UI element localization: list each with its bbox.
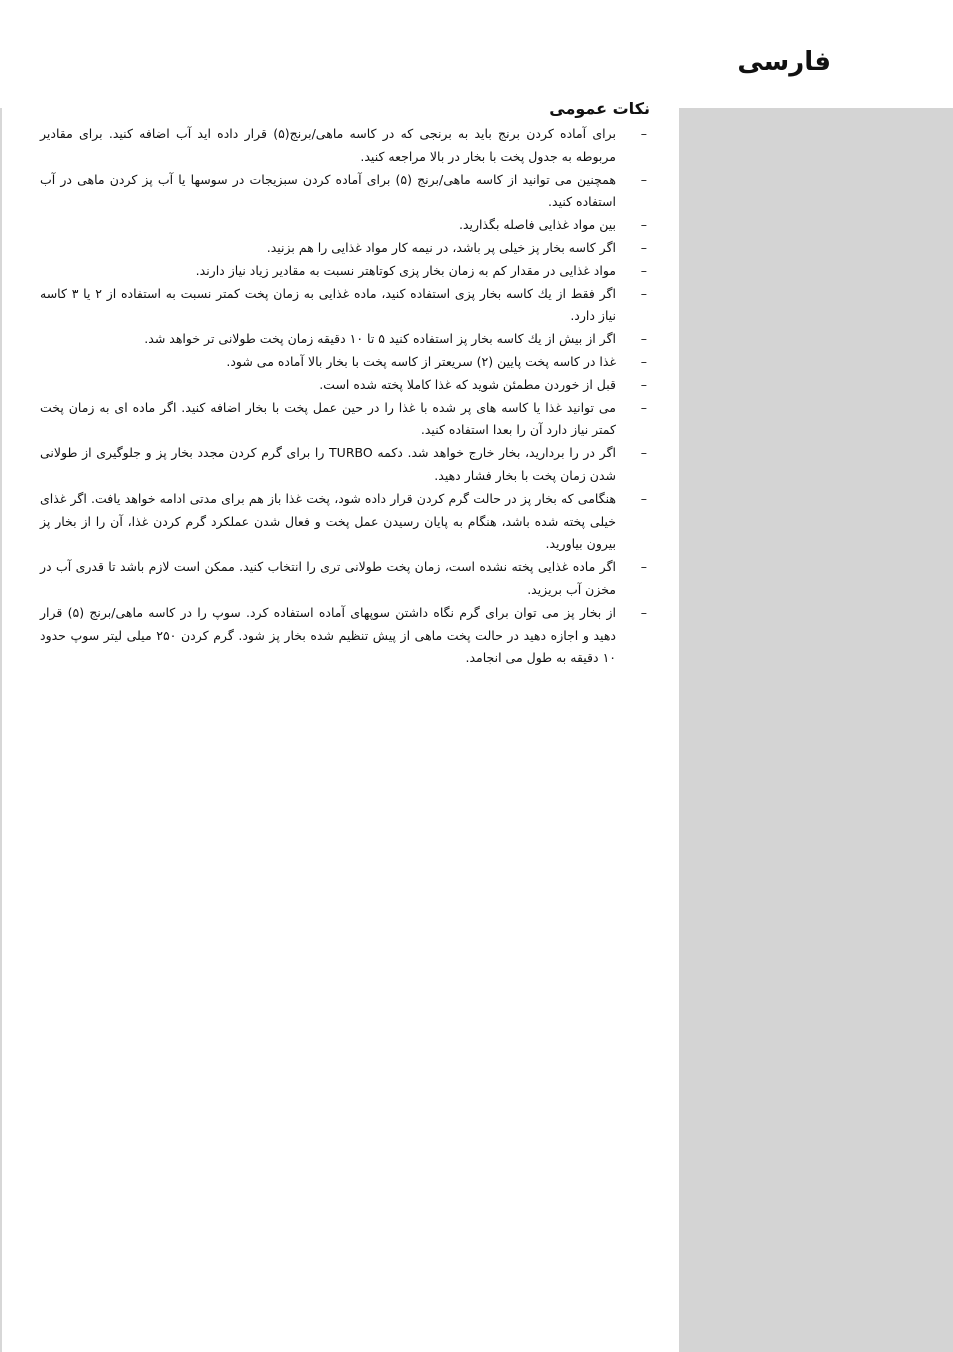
- tips-list: [40, 123, 650, 670]
- tip-text: مواد غذایی در مقدار كم به زمان بخار پزی كوتاهتر نسبت به مقادیر زیاد نیاز دارند.: [195, 262, 616, 278]
- bullet-dash: –: [640, 171, 647, 187]
- bullet-dash: –: [640, 331, 647, 347]
- bullet-dash: –: [640, 399, 647, 415]
- tip-item: [40, 260, 650, 283]
- tip-item: [40, 169, 650, 215]
- bullet-dash: –: [640, 376, 647, 392]
- tip-item: [40, 397, 650, 443]
- bullet-dash: –: [640, 126, 647, 141]
- tip-text: بین مواد غذایی فاصله بگذارید.: [458, 217, 616, 233]
- bullet-dash: –: [640, 217, 647, 233]
- tip-text: اگر فقط از یك كاسه بخار پزی استفاده كنید، ماده غذایی به زمان پخت كمتر نسبت به استفاده از ۲ یا ۳ كاسه نیاز دارد.: [40, 285, 616, 324]
- bullet-dash: –: [640, 239, 647, 255]
- general-tips-section: [40, 96, 650, 670]
- tip-text: از بخار پز می توان برای گرم نگاه داشتن سوپهای آماده استفاده كرد. سوپ را در كاسه ماهی/برنج (۵) قرار دهید و اجازه دهید در حالت پخت ماهی از پیش تنظیم شده بخار پز شود. گرم كردن ۲۵۰ میلی لیتر سوپ حدود ۱۰ دقیقه به طول می انجامد.: [40, 604, 616, 666]
- bullet-dash: –: [640, 353, 647, 369]
- tip-text: برای آماده كردن برنج باید به برنجی كه در كاسه ماهی/برنج(۵) قرار داده اید آب اضافه كنید. برای مقادیر مربوطه به جدول پخت با بخار در بالا مراجعه كنید.: [40, 126, 616, 164]
- tip-item: [40, 123, 650, 169]
- tip-text: اگر در را بردارید، بخار خارج خواهد شد. دكمه TURBO را برای گرم كردن مجدد بخار پز و جلوگیری از طولانی شدن زمان پخت با بخار فشار دهید.: [40, 445, 616, 483]
- tip-item: [40, 442, 650, 488]
- left-margin-rule: [0, 108, 2, 1352]
- tip-item: [40, 283, 650, 329]
- tip-text: اگر از بیش از یك كاسه بخار پز استفاده كنید ۵ تا ۱۰ دقیقه زمان پخت طولانی تر خواهد شد.: [144, 331, 616, 347]
- bullet-dash: –: [640, 490, 647, 506]
- tip-item: [40, 374, 650, 397]
- tip-text: هنگامی كه بخار پز در حالت گرم كردن قرار داده شود، پخت غذا باز هم برای مدتی ادامه خواهد یافت. اگر غذای خیلی پخته شده باشد، هنگام به پایان رسیدن عمل پخت و فعال شدن عملكرد گرم كردن غذا، آن را از بخار پز بیرون بیاورید.: [40, 490, 616, 552]
- tip-item: [40, 602, 650, 670]
- section-heading: نكات عمومی: [549, 99, 650, 118]
- tip-text: اگر كاسه بخار پز خیلی پر باشد، در نیمه كار مواد غذایی را هم بزنید.: [266, 239, 616, 255]
- bullet-dash: –: [640, 262, 647, 278]
- bullet-dash: –: [640, 445, 647, 461]
- language-label: فارسی: [737, 47, 831, 77]
- tip-text: قبل از خوردن مطمئن شوید كه غذا كاملا پخته شده است.: [319, 376, 616, 392]
- tip-text: اگر ماده غذایی پخته نشده است، زمان پخت طولانی تری را انتخاب كنید. ممكن است لازم باشد تا قدری آب در مخزن آب بریزید.: [40, 559, 616, 597]
- bullet-dash: –: [640, 285, 647, 301]
- tip-item: [40, 351, 650, 374]
- tip-item: [40, 556, 650, 602]
- tip-item: [40, 214, 650, 237]
- tip-text: غذا در كاسه پخت پایین (۲) سریعتر از كاسه پخت با بخار بالا آماده می شود.: [226, 353, 616, 369]
- tip-text: همچنین می توانید از كاسه ماهی/برنج (۵) برای آماده كردن سبزیجات در سوسها یا آب پز كردن ماهی در آب استفاده كنید.: [40, 171, 617, 210]
- tip-item: [40, 488, 650, 556]
- tip-item: [40, 237, 650, 260]
- tip-item: [40, 328, 650, 351]
- bullet-dash: –: [640, 559, 647, 575]
- tip-text: می توانید غذا یا كاسه های پر شده با غذا را در حین عمل پخت با بخار اضافه كنید. اگر ماده ای به زمان پخت كمتر نیاز دارد آن را بعدا استفاده كنید.: [40, 399, 616, 438]
- side-panel: [679, 108, 953, 1352]
- bullet-dash: –: [640, 604, 647, 620]
